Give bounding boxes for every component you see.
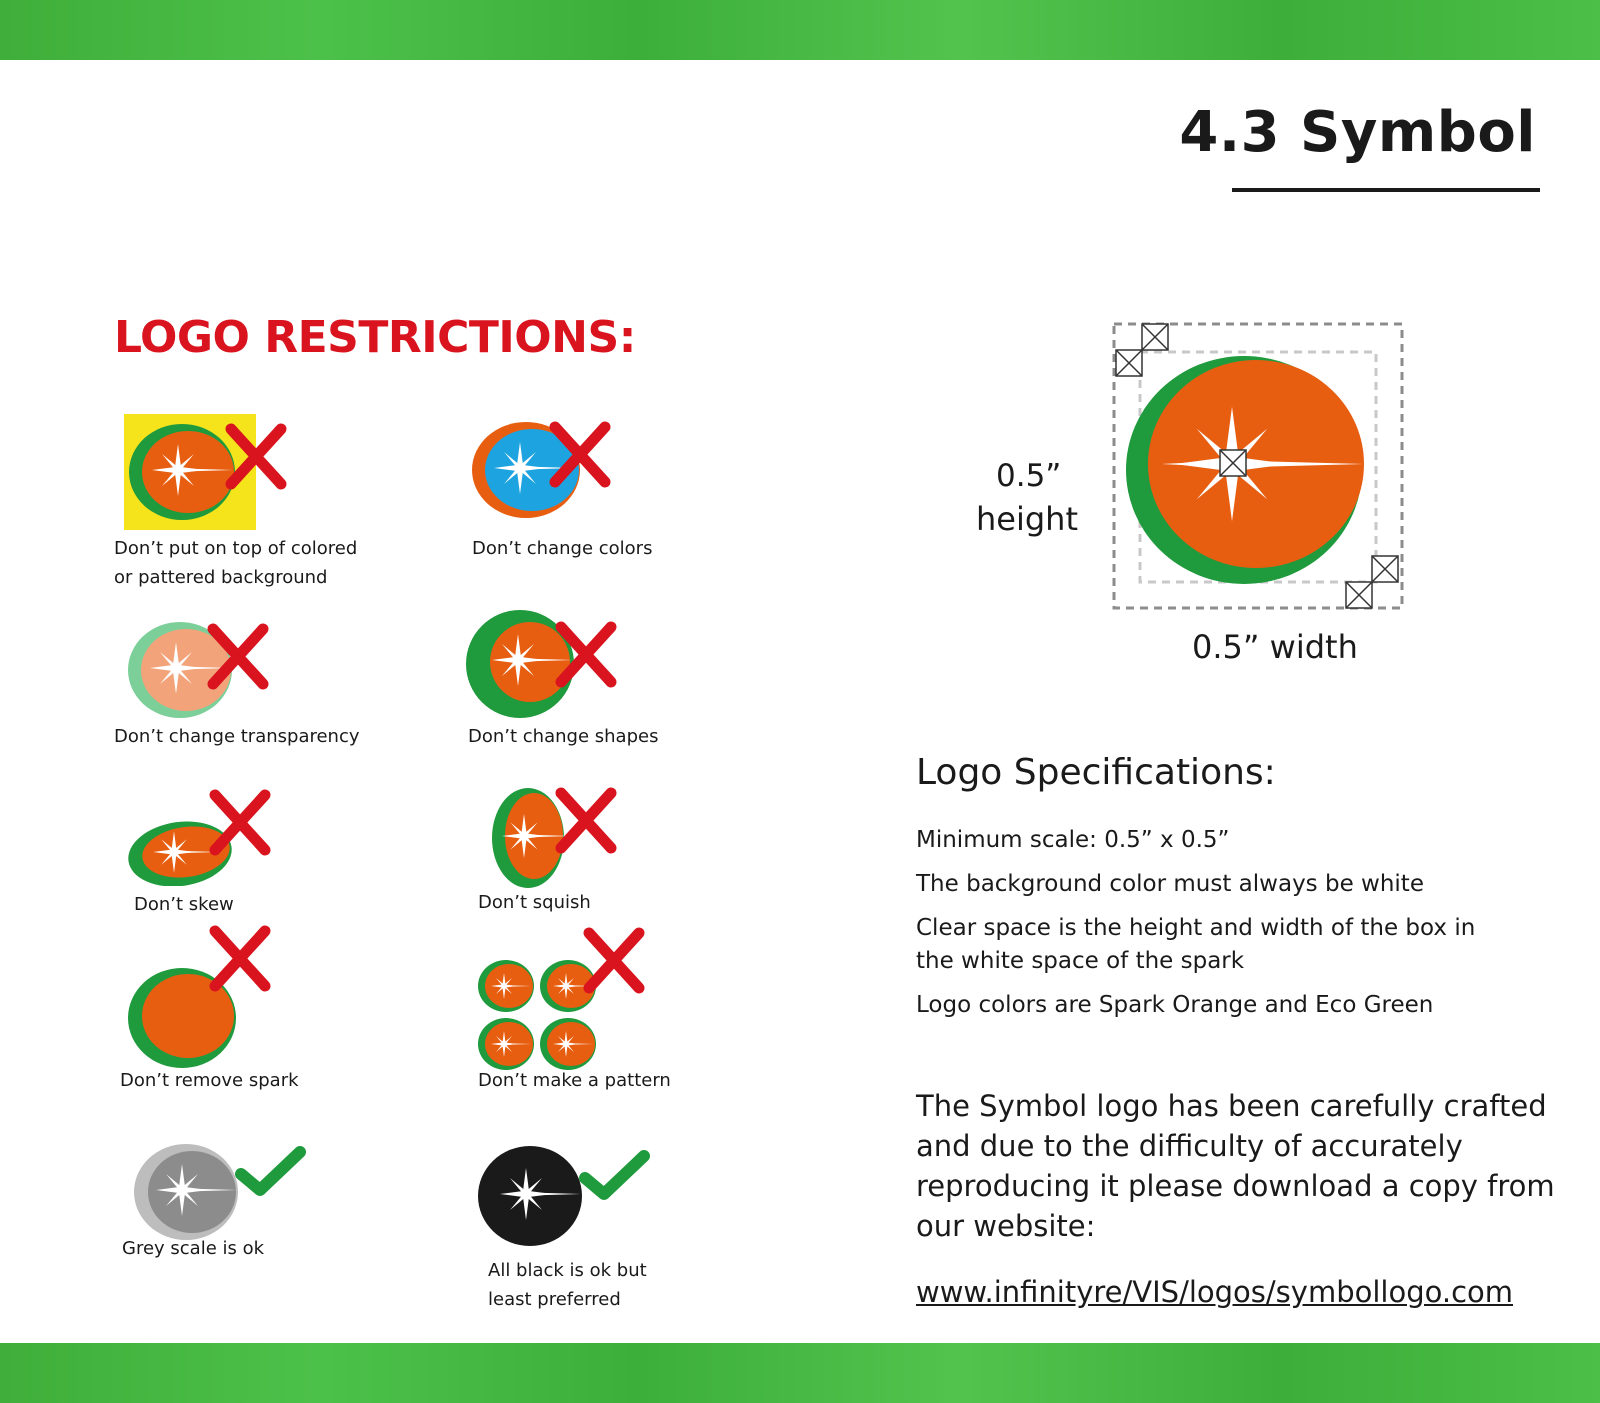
caption-all-black: All black is ok but least preferred: [488, 1260, 647, 1310]
logo-changed-colors: [468, 412, 648, 522]
top-green-band: [0, 0, 1600, 60]
specs-heading: Logo Specifications:: [916, 752, 1276, 793]
title-underline: [1232, 188, 1540, 192]
caption-pattern: Don’t make a pattern: [478, 1070, 671, 1091]
page-title: 4.3 Symbol: [1179, 100, 1536, 165]
caption-change-transparency: Don’t change transparency: [114, 726, 360, 747]
spec-item: Minimum scale: 0.5” x 0.5”: [916, 827, 1230, 853]
logo-grey-scale: [132, 1138, 312, 1244]
caption-grey-scale: Grey scale is ok: [122, 1238, 265, 1259]
caption-colored-background: Don’t put on top of colored or pattered background: [114, 538, 358, 588]
download-note: The Symbol logo has been carefully crafted and due to the difficulty of accurately reproducing it please download a copy from our website:: [916, 1089, 1555, 1243]
logo-squished: [490, 784, 640, 888]
restrictions-heading: LOGO RESTRICTIONS:: [114, 312, 636, 363]
caption-remove-spark: Don’t remove spark: [120, 1070, 299, 1091]
logo-all-black: [476, 1140, 656, 1250]
logo-without-spark: [126, 922, 286, 1072]
spec-item: Logo colors are Spark Orange and Eco Green: [916, 992, 1434, 1018]
logo-skewed: [126, 786, 286, 886]
height-label: height: [976, 500, 1078, 538]
caption-change-shapes: Don’t change shapes: [468, 726, 659, 747]
spec-item: The background color must always be white: [916, 871, 1424, 897]
logo-changed-transparency: [126, 616, 286, 720]
bottom-green-band: [0, 1343, 1600, 1403]
caption-squish: Don’t squish: [478, 892, 591, 913]
specs-list: [916, 824, 1536, 1033]
logo-changed-shape: [464, 608, 644, 720]
caption-skew: Don’t skew: [134, 894, 234, 915]
spec-item: Clear space is the height and width of the box in the white space of the spark: [916, 915, 1476, 974]
logo-spec-diagram: [1110, 318, 1410, 618]
logo-pattern: [476, 922, 656, 1072]
caption-change-colors: Don’t change colors: [472, 538, 653, 559]
width-label: 0.5” width: [1192, 628, 1358, 666]
height-value: 0.5”: [996, 458, 1062, 494]
logo-on-colored-background: [120, 412, 300, 532]
website-link[interactable]: www.infinityre/VIS/logos/symbollogo.com: [916, 1275, 1514, 1309]
